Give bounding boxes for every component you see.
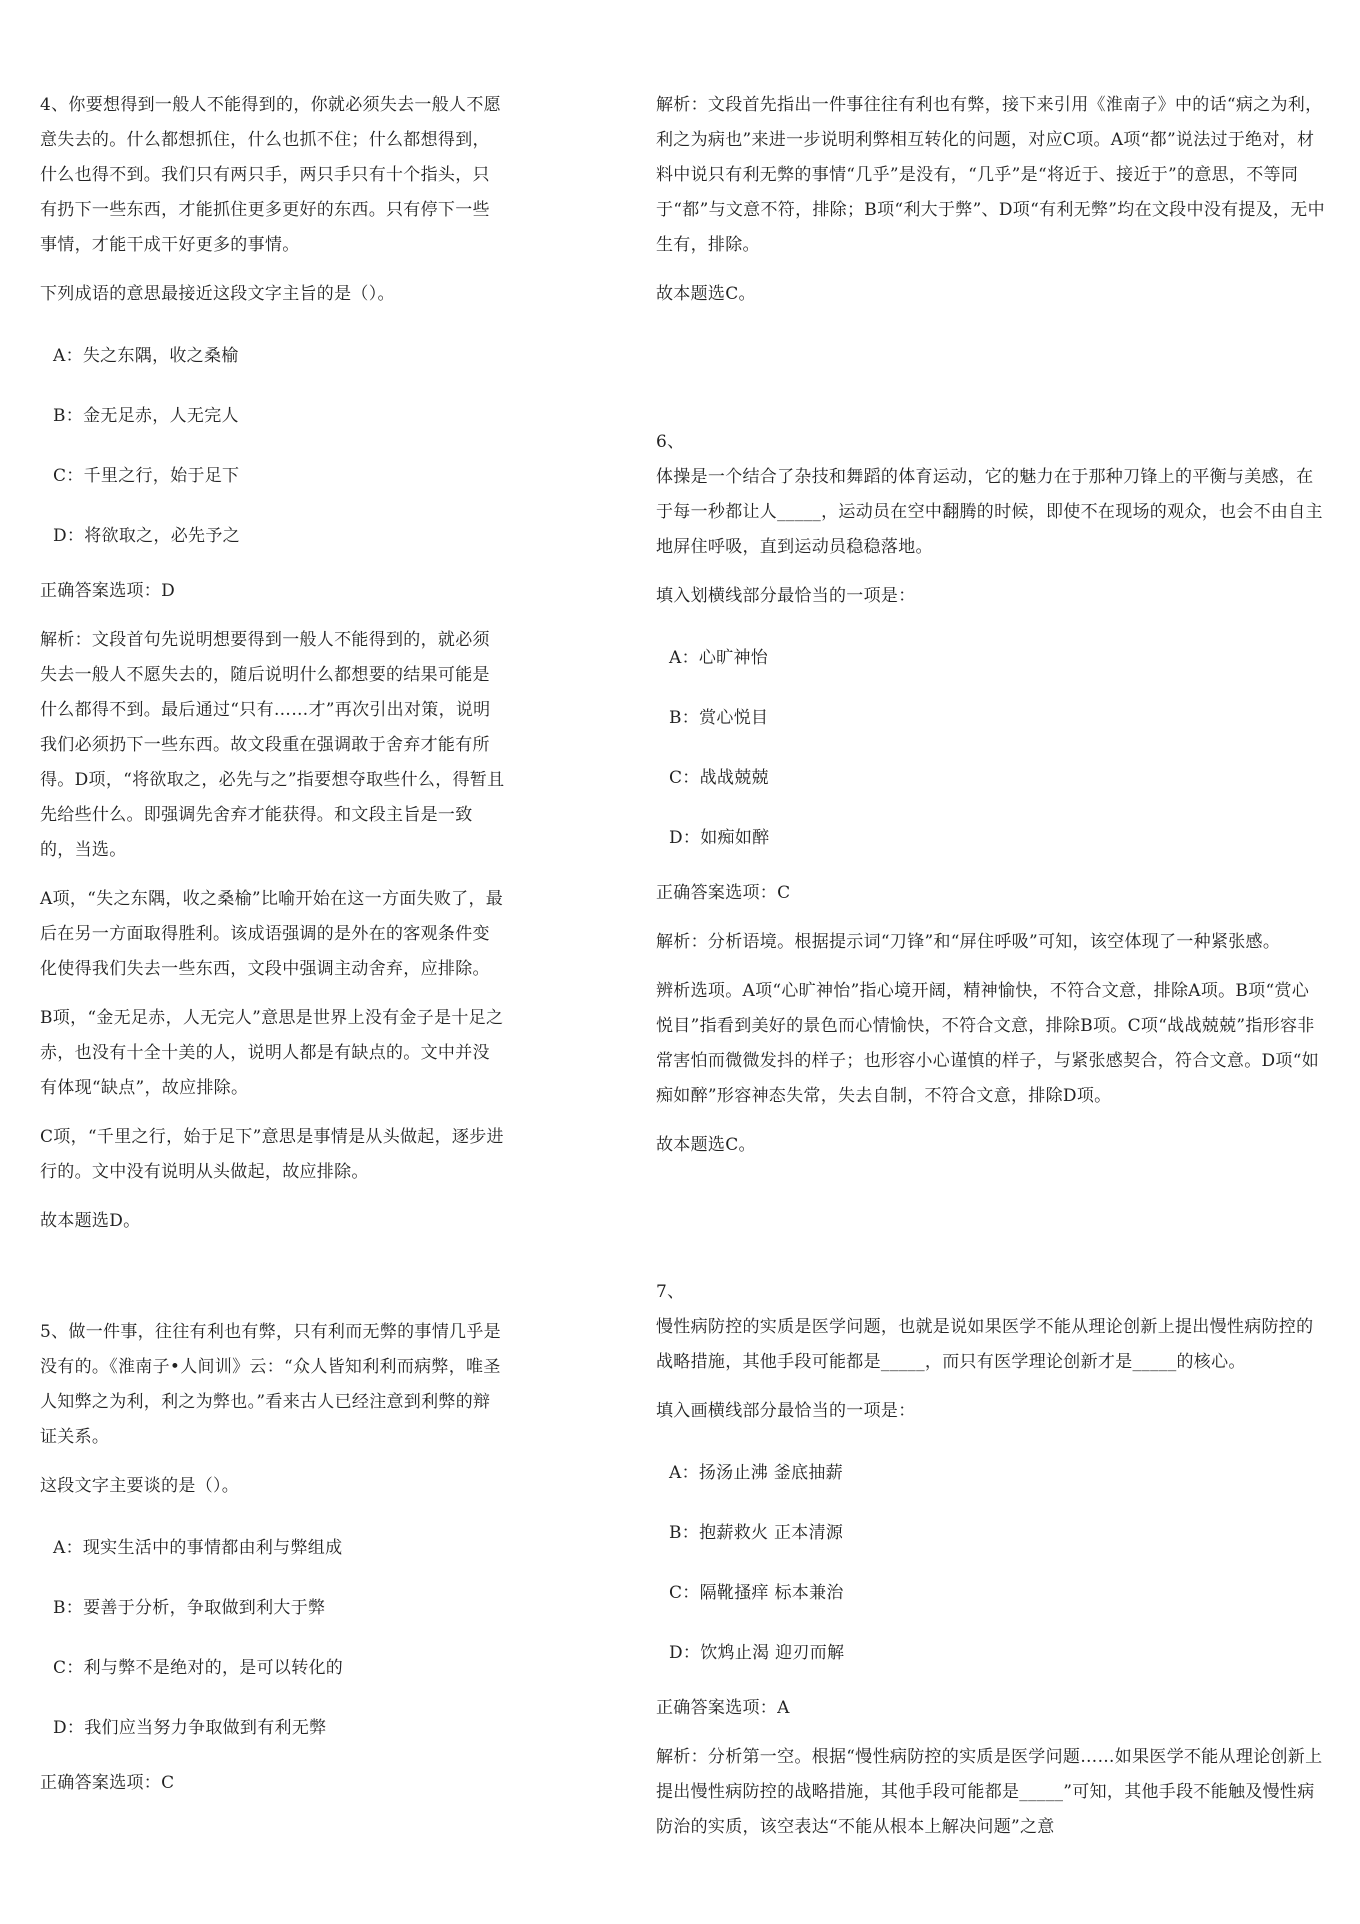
q4-options: [40, 326, 505, 566]
q7-options: [656, 1443, 1326, 1683]
question-6: [656, 425, 1326, 1177]
q6-answer: 正确答案选项：C: [656, 883, 791, 903]
q4-option-d: D：将欲取之，必先予之: [53, 526, 240, 546]
q4-analysis-4: C项，“千里之行，始于足下”意思是事情是从头做起，逐步进行的。文中没有说明从头做起，故应排除。: [40, 1127, 504, 1182]
q4-answer: 正确答案选项：D: [40, 581, 176, 601]
question-4: [40, 88, 505, 1253]
q5-question: 这段文字主要谈的是（）。: [40, 1476, 240, 1496]
q5-options: [40, 1518, 505, 1758]
q6-option-a: A：心旷神怡: [669, 648, 769, 668]
q5-analysis: 解析：文段首先指出一件事往往有利也有弊，接下来引用《淮南子》中的话“病之为利，利之为病也”来进一步说明利弊相互转化的问题，对应C项。A项“都”说法过于绝对，材料中说只有利无弊的事情“几乎”是没有，“几乎”是“将近于、接近于”的意思，不等同于“都”与文意不符，排除；B项“利大于弊”、D项“有利无弊”均在文段中没有提及，无中生有，排除。: [656, 95, 1325, 255]
q4-stem: 4、你要想得到一般人不能得到的，你就必须失去一般人不愿意失去的。什么都想抓住，什么也抓不住；什么都想得到，什么也得不到。我们只有两只手，两只手只有十个指头，只有扔下一些东西，才能抓住更多更好的东西。只有停下一些事情，才能干成干好更多的事情。: [40, 95, 501, 255]
q6-conclusion: 故本题选C。: [656, 1135, 756, 1155]
q5-analysis-block: [656, 88, 1326, 326]
q5-stem: 5、做一件事，往往有利也有弊，只有利而无弊的事情几乎是没有的。《淮南子•人间训》云：“众人皆知利利而病弊，唯圣人知弊之为利，利之为弊也。”看来古人已经注意到利弊的辩证关系。: [40, 1322, 501, 1447]
q4-option-a: A：失之东隅，收之桑榆: [53, 346, 239, 366]
q5-option-d: D：我们应当努力争取做到有利无弊: [53, 1718, 327, 1738]
q6-question: 填入划横线部分最恰当的一项是：: [656, 586, 916, 606]
q6-option-d: D：如痴如醉: [669, 828, 770, 848]
question-7: [656, 1275, 1326, 1859]
q7-answer: 正确答案选项：A: [656, 1698, 790, 1718]
q7-option-d: D：饮鸩止渴 迎刃而解: [669, 1643, 845, 1663]
q4-option-b: B：金无足赤，人无完人: [53, 406, 239, 426]
q7-stem: 慢性病防控的实质是医学问题，也就是说如果医学不能从理论创新上提出慢性病防控的战略措施，其他手段可能都是_____，而只有医学理论创新才是_____的核心。: [656, 1317, 1314, 1372]
q4-option-c: C：千里之行，始于足下: [53, 466, 240, 486]
q4-analysis-2: A项，“失之东隅，收之桑榆”比喻开始在这一方面失败了，最后在另一方面取得胜利。该成语强调的是外在的客观条件变化使得我们失去一些东西，文段中强调主动舍弃，应排除。: [40, 889, 504, 979]
q7-analysis: 解析：分析第一空。根据“慢性病防控的实质是医学问题……如果医学不能从理论创新上提出慢性病防控的战略措施，其他手段可能都是_____”可知，其他手段不能触及慢性病防治的实质，该空表达“不能从根本上解决问题”之意: [656, 1747, 1323, 1837]
q5-conclusion: 故本题选C。: [656, 284, 756, 304]
q7-option-a: A：扬汤止沸 釜底抽薪: [669, 1463, 843, 1483]
q5-option-c: C：利与弊不是绝对的，是可以转化的: [53, 1658, 344, 1678]
q6-option-c: C：战战兢兢: [669, 768, 769, 788]
q4-conclusion: 故本题选D。: [40, 1211, 141, 1231]
question-5: [40, 1315, 505, 1815]
q5-option-b: B：要善于分析，争取做到利大于弊: [53, 1598, 326, 1618]
q4-analysis-1: 解析：文段首句先说明想要得到一般人不能得到的，就必须失去一般人不愿失去的，随后说明什么都想要的结果可能是什么都得不到。最后通过“只有……才”再次引出对策，说明我们必须扔下一些东西。故文段重在强调敢于舍弃才能有所得。D项，“将欲取之，必先与之”指要想夺取些什么，得暂且先给些什么。即强调先舍弃才能获得。和文段主旨是一致的，当选。: [40, 630, 505, 860]
q7-option-b: B：抱薪救火 正本清源: [669, 1523, 844, 1543]
q6-stem: 体操是一个结合了杂技和舞蹈的体育运动，它的魅力在于那种刀锋上的平衡与美感，在于每一秒都让人_____，运动员在空中翻腾的时候，即使不在现场的观众，也会不由自主地屏住呼吸，直到运动员稳稳落地。: [656, 467, 1323, 557]
q6-number: 6、: [656, 432, 685, 452]
q7-question: 填入画横线部分最恰当的一项是：: [656, 1401, 916, 1421]
q4-analysis-3: B项，“金无足赤，人无完人”意思是世界上没有金子是十足之赤，也没有十全十美的人，说明人都是有缺点的。文中并没有体现“缺点”，故应排除。: [40, 1008, 504, 1098]
q4-question: 下列成语的意思最接近这段文字主旨的是（）。: [40, 284, 395, 304]
q5-answer: 正确答案选项：C: [40, 1773, 175, 1793]
q6-options: [656, 628, 1326, 868]
q7-option-c: C：隔靴搔痒 标本兼治: [669, 1583, 844, 1603]
q7-number: 7、: [656, 1282, 685, 1302]
q5-option-a: A：现实生活中的事情都由利与弊组成: [53, 1538, 343, 1558]
q6-analysis-2: 辨析选项。A项“心旷神怡”指心境开阔，精神愉快，不符合文意，排除A项。B项“赏心悦目”指看到美好的景色而心情愉快，不符合文意，排除B项。C项“战战兢兢”指形容非常害怕而微微发抖的样子；也形容小心谨慎的样子，与紧张感契合，符合文意。D项“如痴如醉”形容神态失常，失去自制，不符合文意，排除D项。: [656, 981, 1320, 1106]
q6-analysis-1: 解析：分析语境。根据提示词“刀锋”和“屏住呼吸”可知，该空体现了一种紧张感。: [656, 932, 1281, 952]
q6-option-b: B：赏心悦目: [669, 708, 769, 728]
